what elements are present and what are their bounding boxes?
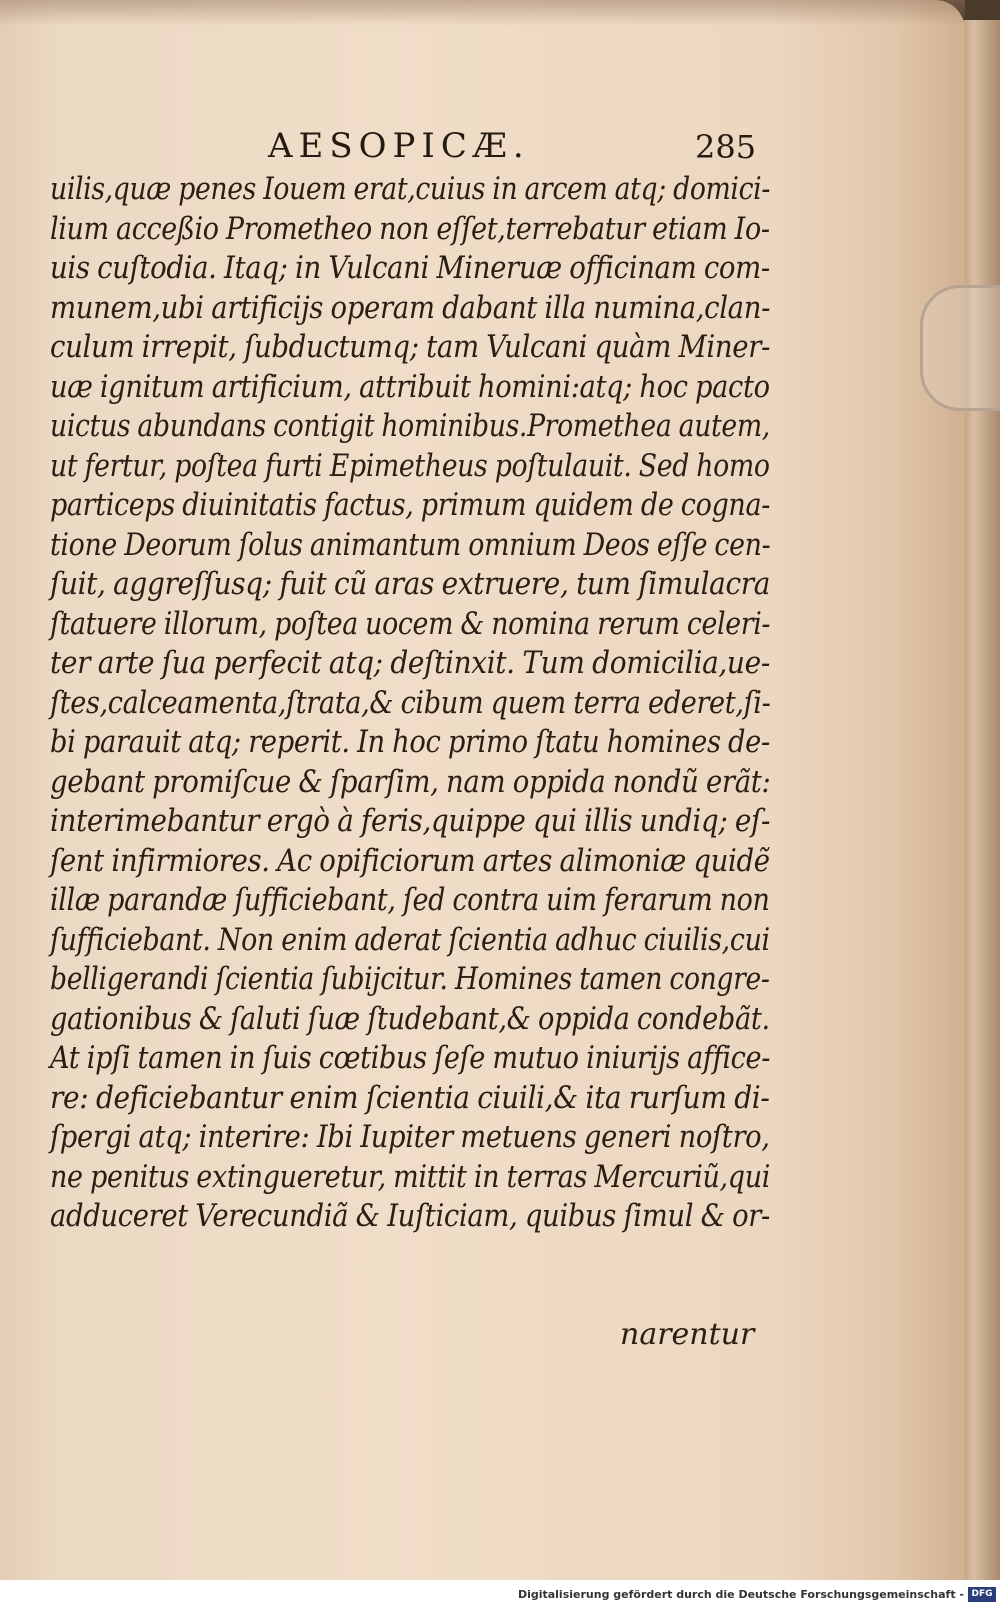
page-edge (960, 20, 1000, 1580)
text-line: illæ parandæ ſufficiebant, ſed contra uim ferarum non (50, 883, 770, 918)
clasp-shape (920, 285, 1000, 411)
text-line: ut fertur, poſtea furti Epimetheus poſtulauit. Sed homo (50, 448, 770, 484)
text-line: uis cuſtodia. Itaq; in Vulcani Mineruæ officinam com- (50, 251, 770, 286)
text-line: lium acceßio Prometheo non eſſet,terrebatur etiam Io- (50, 211, 770, 247)
text-line: gebant promiſcue & ſparſim, nam oppida nondũ erãt: (50, 764, 771, 800)
text-line: belligerandi ſcientia ſubijcitur. Homines tamen congre- (50, 962, 770, 997)
text-line: uæ ignitum artificium, attribuit homini:atq; hoc pacto (50, 369, 770, 405)
text-line: At ipſi tamen in ſuis cœtibus ſeſe mutuo iniurijs affice- (50, 1041, 771, 1076)
running-title: AESOPICÆ. (268, 126, 530, 166)
text-line: ſpergi atq; interire: Ibi Iupiter metuens generi noſtro, (50, 1120, 770, 1155)
text-line: uilis,quæ penes Iouem erat,cuius in arcem atq; domici- (50, 172, 771, 207)
text-line: ne penitus extingueretur, mittit in terras Mercuriũ,qui (50, 1159, 771, 1195)
text-line: tione Deorum ſolus animantum omnium Deos eſſe cen- (50, 527, 771, 563)
footer (0, 1580, 1000, 1611)
body-text (50, 170, 770, 1237)
dfg-logo: DFG (968, 1587, 996, 1602)
text-line: ter arte ſua perfecit atq; deſtinxit. Tum domicilia,ue- (50, 646, 770, 681)
funding-note: Digitalisierung gefördert durch die Deutsche Forschungsgemeinschaft - (517, 1588, 964, 1601)
text-line: particeps diuinitatis factus, primum quidem de cogna- (50, 488, 770, 523)
catchword: narentur (620, 1317, 755, 1352)
text-line: adduceret Verecundiã & Iuſticiam, quibus ſimul & or- (50, 1199, 770, 1234)
text-line: bi parauit atq; reperit. In hoc primo ſtatu homines de- (50, 725, 770, 760)
text-line: interimebantur ergò à feris,quippe qui illis undiq; eſ- (50, 804, 771, 839)
text-line: culum irrepit, ſubductumq; tam Vulcani quàm Miner- (50, 330, 771, 365)
text-line: ſent infirmiores. Ac opificiorum artes alimoniæ quidẽ (50, 843, 770, 879)
text-line: munem,ubi artificijs operam dabant illa numina,clan- (50, 290, 771, 326)
page-header (0, 118, 965, 178)
text-line: ſtes,calceamenta,ſtrata,& cibum quem terra ederet,ſi- (50, 685, 771, 721)
text-line: gationibus & ſaluti ſuæ ſtudebant,& oppida condebãt. (50, 1001, 770, 1037)
text-line: ſtatuere illorum, poſtea uocem & nomina rerum celeri- (50, 606, 771, 642)
text-line: re: deficiebantur enim ſcientia ciuili,& ita rurſum di- (50, 1080, 770, 1116)
text-line: uictus abundans contigit hominibus.Promethea autem, (50, 409, 770, 444)
page-number: 285 (695, 128, 757, 166)
top-shadow (0, 0, 965, 26)
text-line: ſufficiebant. Non enim aderat ſcientia adhuc ciuilis,cui (50, 922, 770, 958)
text-line: ſuit, aggreſſusq; fuit cũ aras extruere, tum ſimulacra (50, 567, 771, 602)
